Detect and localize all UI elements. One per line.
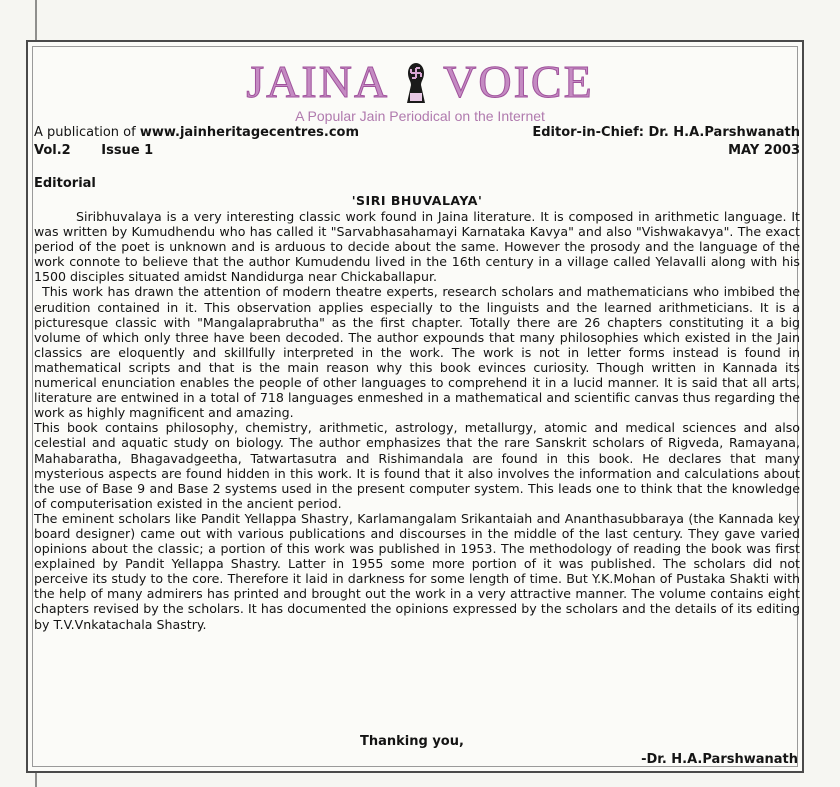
- publication-site-link[interactable]: www.jainheritagecentres.com: [139, 125, 360, 140]
- publication-row: [34, 125, 800, 140]
- section-label: Editorial: [34, 176, 96, 191]
- masthead: [150, 54, 690, 124]
- issue-label: Issue 1: [101, 143, 154, 158]
- issue-row: [34, 143, 800, 158]
- title-left-word: JAINA: [246, 56, 390, 107]
- volume-label: Vol.2: [34, 143, 71, 158]
- masthead-tagline: A Popular Jain Periodical on the Internet: [295, 108, 545, 124]
- publication-prefix: A publication of: [34, 125, 136, 140]
- closing-thanks: Thanking you,: [360, 734, 464, 749]
- author-signature: -Dr. H.A.Parshwanath: [641, 752, 798, 767]
- masthead-title: [150, 54, 690, 110]
- paragraph-4: The eminent scholars like Pandit Yellappa Shastry, Karlamangalam Srikantaiah and Ananthasubbaraya (the Kannada key board designer) came out with various publications and discourses in the middle of the last century. They gave varied opinions about the classic; a portion of this work was published in 1953. The methodology of reading the book was first explained by Pandit Yellappa Shastry. Latter in 1955 some more portion of it was published. The scholars did not perceive its study to the core. Therefore it laid in darkness for some length of time. But Y.K.Mohan of Pustaka Shakti with the help of many admirers has printed and brought out the work in a very attractive manner. The volume contains eight chapters revised by the scholars. It has documented the opinions expressed by the scholars and the details of its editing by T.V.Vnkatachala Shastry.: [34, 510, 800, 632]
- issue-info: [34, 143, 179, 158]
- swastika-figure-emblem-icon: [399, 59, 433, 105]
- article-body: [34, 209, 800, 632]
- editor-in-chief: Editor-in-Chief: Dr. H.A.Parshwanath: [532, 125, 800, 140]
- publication-info: [34, 125, 359, 140]
- title-right-word: VOICE: [443, 56, 594, 107]
- issue-date: MAY 2003: [728, 143, 800, 158]
- paragraph-1: Siribhuvalaya is a very interesting classic work found in Jaina literature. It is composed in arithmetic language. It was written by Kumudhendu who has called it "Sarvabhasahamayi Karnataka Kavya" and also "Vishwakavya". The exact period of the poet is unknown and is arduous to decide about the same. However the prosody and the language of the work connote to believe that the author Kumudendu lived in the 16th century in a village called Yelavalli along with his 1500 disciples situated amidst Nandidurga near Chickaballapur.: [34, 209, 800, 285]
- paragraph-2: This work has drawn the attention of modern theatre experts, research scholars and mathematicians who imbibed the erudition contained in it. This observation applies especially to the linguists and the learned arithmeticians. It is a picturesque classic with "Mangalaprabrutha" as the first chapter. Totally there are 26 chapters constituting it a big volume of which only three have been decoded. The author expounds that many philosophies which existed in the Jain classics are eloquently and skillfully interpreted in the work. The work is not in letter forms instead is found in mathematical scripts and that is the main reason why this book evinces curiosity. Though written in Kannada its numerical enunciation enables the people of other languages to comprehend it in a lucid manner. It is said that all arts, literature are entwined in a total of 718 languages enmeshed in a mathematical and scientific canvas thus regarding the work as highly magnificent and amazing.: [34, 284, 800, 421]
- article-title: 'SIRI BHUVALAYA': [351, 193, 483, 208]
- paragraph-3: This book contains philosophy, chemistry, arithmetic, astrology, metallurgy, atomic and medical sciences and also celestial and aquatic study on biology. The author emphasizes that the rare Sanskrit scholars of Rigveda, Ramayana, Mahabaratha, Bhagavadgeetha, Tatwartasutra and Rishimandala are found in this book. He declares that many mysterious aspects are found hidden in this work. It is found that it also involves the information and calculations about the use of Base 9 and Base 2 systems used in the present computer system. This leads one to think that the knowledge of computerisation existed in the ancient period.: [34, 420, 800, 511]
